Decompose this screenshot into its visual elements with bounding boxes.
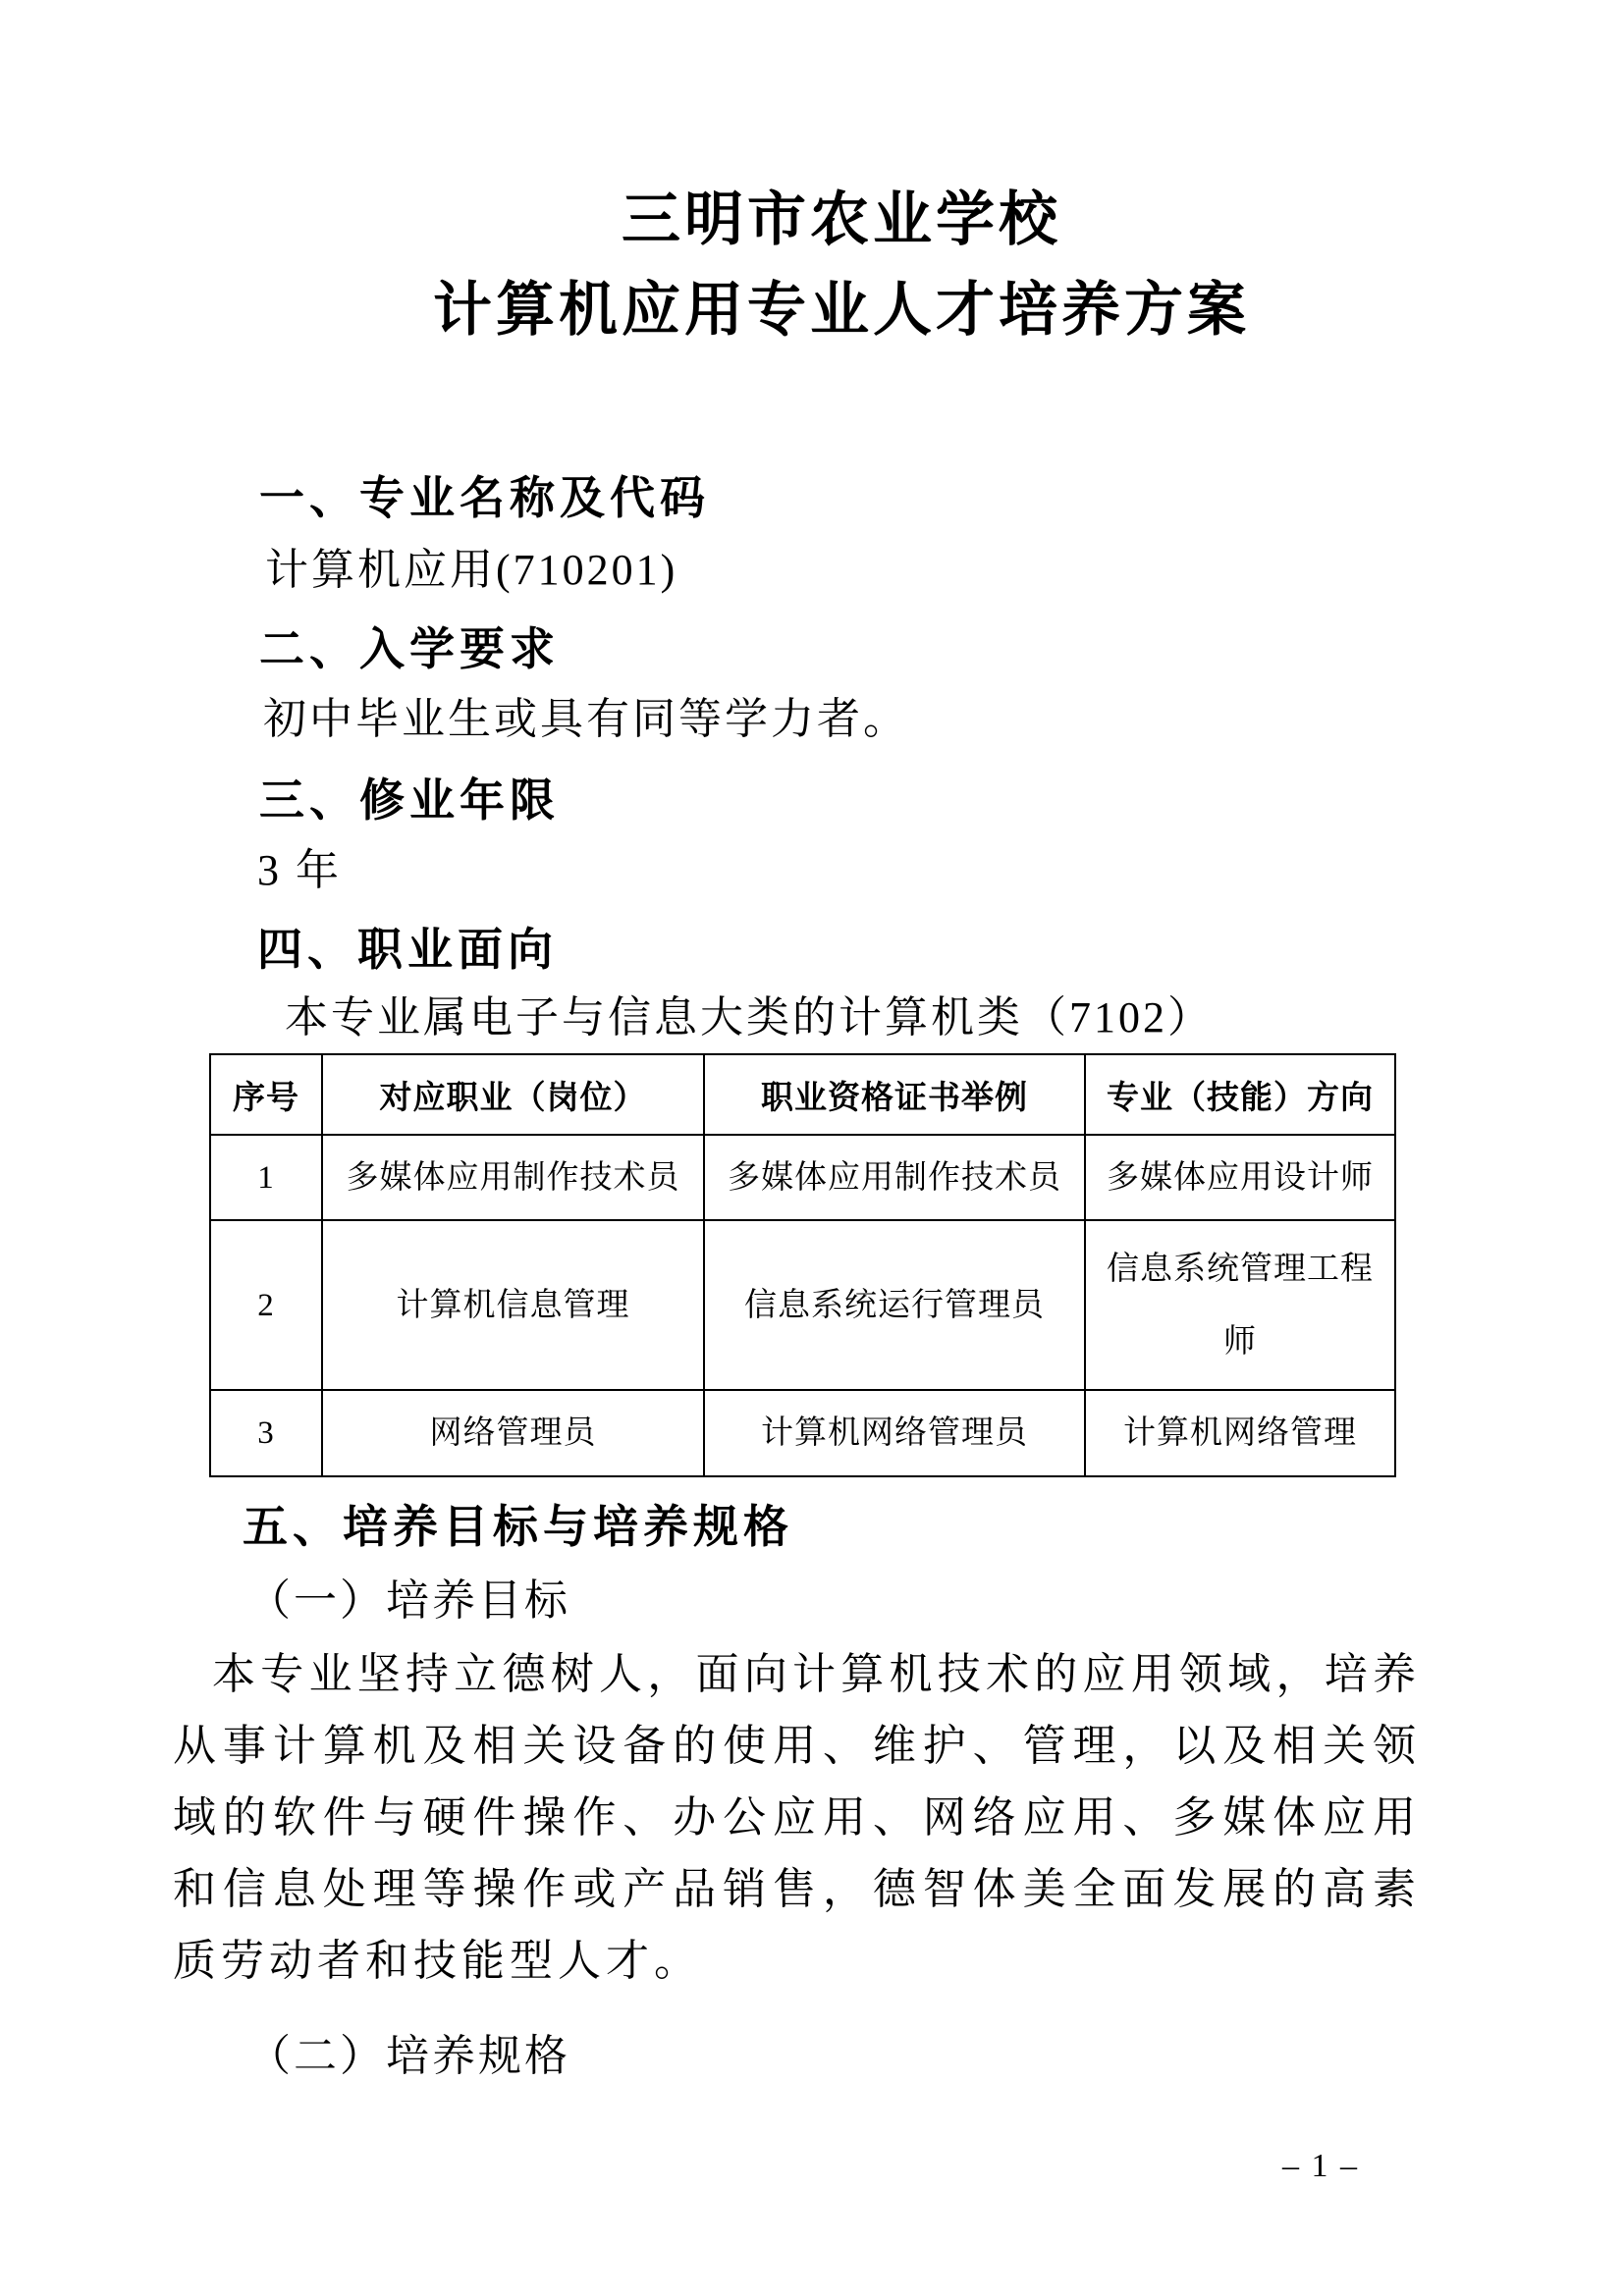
cell-skill-direction: 信息系统管理工程师 (1085, 1220, 1395, 1390)
page-number: – 1 – (1282, 2148, 1359, 2184)
cell-occupation: 网络管理员 (322, 1390, 704, 1476)
section-1-heading: 一、专业名称及代码 (259, 472, 710, 523)
col-header-index: 序号 (210, 1054, 322, 1135)
cell-occupation: 多媒体应用制作技术员 (322, 1135, 704, 1220)
col-header-occupation: 对应职业（岗位） (322, 1054, 704, 1135)
section-5-sub2: （二）培养规格 (247, 2032, 570, 2080)
training-goal-paragraph: 本专业坚持立德树人，面向计算机技术的应用领域，培养从事计算机及相关设备的使用、维护、管理，以及相关领域的软件与硬件操作、办公应用、网络应用、多媒体应用和信息处理等操作或产品销售，德智体美全面发展的高素质劳动者和技能型人才。 (173, 1650, 1421, 1985)
doc-title-line1: 三明市农业学校 (622, 187, 1061, 252)
cell-index: 2 (210, 1220, 322, 1390)
section-5-heading: 五、培养目标与培养规格 (243, 1501, 793, 1552)
cell-skill-direction: 计算机网络管理 (1085, 1390, 1395, 1476)
table-row (210, 1220, 1395, 1390)
cell-skill-direction: 多媒体应用设计师 (1085, 1135, 1395, 1220)
cell-index: 3 (210, 1390, 322, 1476)
section-3-body: 3 年 (257, 846, 342, 894)
col-header-skill-direction: 专业（技能）方向 (1085, 1054, 1395, 1135)
cell-certificate: 信息系统运行管理员 (704, 1220, 1085, 1390)
section-5-sub1: （一）培养目标 (247, 1576, 570, 1625)
career-orientation-table (209, 1053, 1396, 1477)
cell-occupation: 计算机信息管理 (322, 1220, 704, 1390)
section-1-body: 计算机应用(710201) (265, 546, 678, 594)
doc-title-line2: 计算机应用专业人才培养方案 (433, 277, 1250, 343)
table-header-row (210, 1054, 1395, 1135)
cell-index: 1 (210, 1135, 322, 1220)
section-3-heading: 三、修业年限 (259, 774, 560, 826)
cell-certificate: 计算机网络管理员 (704, 1390, 1085, 1476)
cell-certificate: 多媒体应用制作技术员 (704, 1135, 1085, 1220)
table-row (210, 1135, 1395, 1220)
section-4-heading: 四、职业面向 (257, 924, 558, 975)
table-row (210, 1390, 1395, 1476)
section-2-heading: 二、入学要求 (259, 623, 560, 674)
section-4-intro: 本专业属电子与信息大类的计算机类（7102） (285, 993, 1214, 1041)
section-2-body: 初中毕业生或具有同等学力者。 (263, 695, 909, 743)
col-header-certificate: 职业资格证书举例 (704, 1054, 1085, 1135)
